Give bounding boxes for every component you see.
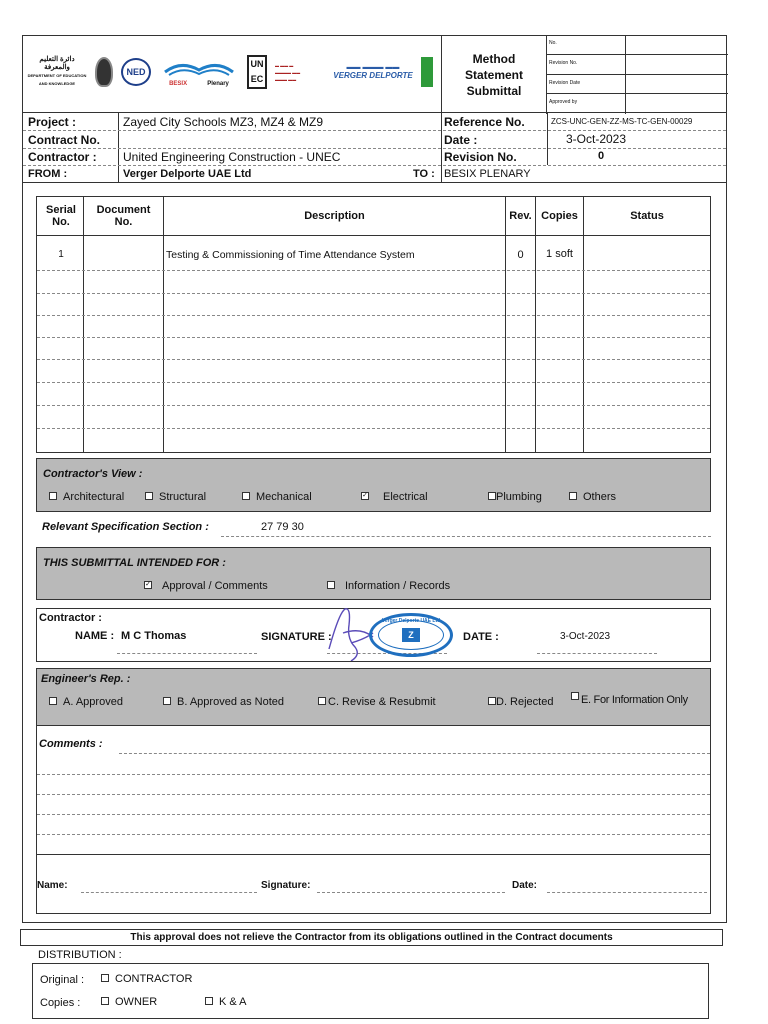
- checkbox[interactable]: [101, 997, 109, 1005]
- checkbox[interactable]: [327, 581, 335, 589]
- contractor-sign-title: Contractor :: [39, 612, 102, 624]
- option-information-records[interactable]: Information / Records: [327, 580, 450, 592]
- col-header-copies: Copies: [541, 210, 578, 222]
- company-stamp: Z Verger Delporte UAE Ltd: [369, 613, 453, 657]
- spec-row: [36, 519, 711, 539]
- option-approved[interactable]: A. Approved: [49, 696, 123, 708]
- from-label: FROM :: [28, 168, 68, 180]
- checkbox[interactable]: [205, 997, 213, 1005]
- unec-logo: UN EC: [247, 55, 267, 89]
- title-cell: [441, 36, 547, 114]
- intended-title: THIS SUBMITTAL INTENDED FOR :: [43, 557, 226, 569]
- checkbox[interactable]: [488, 697, 496, 705]
- checkbox[interactable]: [569, 492, 577, 500]
- from-value: Verger Delporte UAE Ltd: [123, 168, 252, 180]
- checkbox[interactable]: [49, 697, 57, 705]
- book-icon: [161, 58, 237, 78]
- option-approval-comments[interactable]: ✓ Approval / Comments: [145, 580, 268, 592]
- col-header-serial: Serial No.: [46, 204, 76, 228]
- row-rev: 0: [517, 249, 524, 261]
- intended-panel: [36, 547, 711, 600]
- page-title: Method Statement Submittal: [464, 52, 523, 98]
- rev-field-date: Revision Date: [547, 75, 728, 94]
- distribution-title: DISTRIBUTION :: [38, 949, 122, 961]
- comments-panel: [36, 726, 711, 854]
- reference-label: Reference No.: [444, 115, 525, 129]
- checkbox[interactable]: [101, 974, 109, 982]
- option-structural[interactable]: Structural: [145, 491, 206, 503]
- spec-label: Relevant Specification Section :: [42, 521, 209, 533]
- project-value: Zayed City Schools MZ3, MZ4 & MZ9: [123, 115, 324, 129]
- option-others[interactable]: Others: [569, 491, 616, 503]
- rev-field-revision: Revision No.: [547, 55, 728, 75]
- documents-table: [36, 196, 711, 453]
- footer-signature-label: Signature:: [261, 880, 311, 891]
- checkbox[interactable]: [49, 492, 57, 500]
- notice-bar: [20, 929, 723, 946]
- engineer-panel: [36, 668, 711, 726]
- date-sign-label: DATE :: [463, 631, 499, 643]
- ned-logo: NED: [121, 58, 151, 86]
- row-serial: 1: [58, 249, 64, 260]
- col-header-rev: Rev.: [509, 210, 532, 222]
- col-header-description: Description: [304, 210, 365, 222]
- verger-mark-icon: [421, 57, 433, 87]
- copies-label: Copies :: [40, 997, 81, 1009]
- logo-strip: [27, 50, 439, 94]
- checkbox[interactable]: [318, 697, 326, 705]
- engineer-sign-panel: [36, 854, 711, 914]
- besix-plenary-logo: BESIX Plenary: [159, 58, 239, 87]
- row-copies: 1 soft: [546, 248, 573, 260]
- name-label: NAME :: [75, 630, 115, 642]
- col-header-status: Status: [630, 210, 664, 222]
- contractor-view-panel: [36, 458, 711, 512]
- copies-owner[interactable]: OWNER: [101, 996, 157, 1008]
- checkbox[interactable]: [145, 492, 153, 500]
- date-sign-value: 3-Oct-2023: [560, 631, 611, 642]
- option-approved-as-noted[interactable]: B. Approved as Noted: [163, 696, 284, 708]
- info-block: [22, 113, 727, 183]
- footer-date-label: Date:: [512, 880, 538, 891]
- date-value: 3-Oct-2023: [565, 132, 627, 146]
- verger-logo: ▬▬ ▬▬▬ ▬▬ VERGER DELPORTE: [333, 64, 413, 80]
- contractor-value: United Engineering Construction - UNEC: [123, 150, 341, 164]
- copies-ka[interactable]: K & A: [205, 996, 247, 1008]
- notice-text: This approval does not relieve the Contractor from its obligations outlined in the Contract documents: [130, 932, 613, 943]
- option-revise-resubmit[interactable]: C. Revise & Resubmit: [318, 696, 436, 708]
- contractor-view-title: Contractor's View :: [43, 468, 143, 480]
- original-contractor[interactable]: CONTRACTOR: [101, 973, 192, 985]
- contractor-sign-panel: [36, 608, 711, 662]
- to-value: BESIX PLENARY: [444, 168, 531, 180]
- contract-label: Contract No.: [28, 133, 100, 147]
- option-mechanical[interactable]: Mechanical: [242, 491, 312, 503]
- original-label: Original :: [40, 974, 85, 986]
- to-label: TO :: [413, 168, 435, 180]
- project-label: Project :: [28, 115, 77, 129]
- revision-label: Revision No.: [444, 150, 517, 164]
- name-value: M C Thomas: [121, 630, 187, 642]
- option-architectural[interactable]: Architectural: [49, 491, 124, 503]
- footer-name-label: Name:: [37, 880, 68, 891]
- rev-field-approved: Approved by: [549, 99, 578, 105]
- signature-label: SIGNATURE :: [261, 631, 332, 643]
- revision-grid: [547, 36, 728, 114]
- col-header-document: Document No.: [96, 204, 151, 228]
- engineer-title: Engineer's Rep. :: [41, 673, 131, 685]
- checkbox[interactable]: [571, 692, 579, 700]
- emblem-icon: [95, 57, 113, 87]
- checkbox[interactable]: [163, 697, 171, 705]
- checkbox[interactable]: ✓: [362, 492, 368, 500]
- comments-label: Comments :: [39, 738, 103, 750]
- row-description: Testing & Commissioning of Time Attendance System: [166, 249, 415, 261]
- unec-text-logo: ▬ ▬▬ ▬ ▬▬▬▬ ▬▬ ▬▬▬ ▬▬: [275, 62, 301, 82]
- header-block: [22, 35, 727, 113]
- date-label: Date :: [444, 133, 478, 147]
- stamp-logo-icon: Z: [402, 628, 420, 642]
- checkbox[interactable]: [488, 492, 496, 500]
- contractor-label: Contractor :: [28, 150, 97, 164]
- option-electrical[interactable]: ✓ Electrical: [362, 491, 428, 503]
- spec-value: 27 79 30: [261, 521, 304, 533]
- distribution-panel: [32, 963, 709, 1019]
- doe-logo: دائرة التعليم والمعرفة DEPARTMENT OF EDUCATION AND KNOWLEDGE: [27, 56, 87, 86]
- option-for-information[interactable]: E. For Information Only: [571, 694, 688, 706]
- option-plumbing[interactable]: Plumbing: [488, 491, 542, 503]
- revision-value: 0: [597, 150, 605, 162]
- reference-value: ZCS-UNC-GEN-ZZ-MS-TC-GEN-00029: [551, 117, 693, 126]
- option-rejected[interactable]: D. Rejected: [488, 696, 553, 708]
- rev-field-no: No.: [547, 36, 728, 55]
- checkbox[interactable]: [242, 492, 250, 500]
- checkbox[interactable]: ✓: [145, 581, 151, 589]
